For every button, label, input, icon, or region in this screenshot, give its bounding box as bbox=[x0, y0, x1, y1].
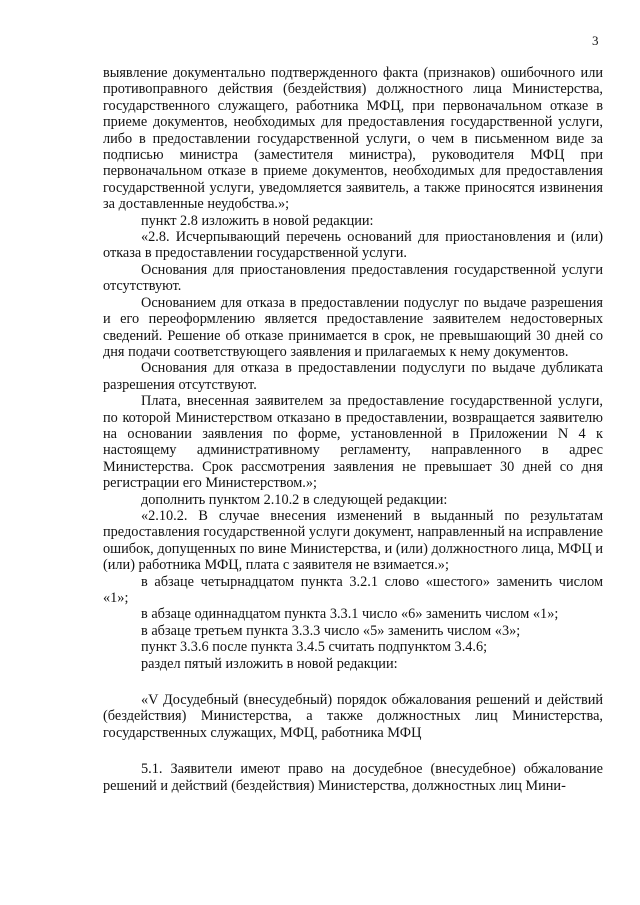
paragraph: Основания для приостановления предоставления государственной услуги отсутствуют. bbox=[103, 261, 603, 295]
document-body bbox=[103, 65, 603, 794]
paragraph: в абзаце одиннадцатом пункта 3.3.1 число «6» заменить числом «1»; bbox=[141, 606, 559, 623]
paragraph: Плата, внесенная заявителем за предоставление государственной услуги, по которой Министерством отказано в предоставлении, возвращается заявителю на основании заявления по форме, установленной в Приложении N 4 к настоящему административному регламенту, направленного в адрес Министерства. Срок рассмотрения заявления не превышает 30 дней со дня регистрации его Министерством.»; bbox=[103, 393, 603, 492]
paragraph: в абзаце четырнадцатом пункта 3.2.1 слово «шестого» заменить числом «1»; bbox=[103, 573, 603, 606]
paragraph: выявление документально подтвержденного факта (признаков) ошибочного или противоправного действия (бездействия) должностного лица Министерства, государственного служащего, работника МФЦ, при первоначальном отказе в приеме документов, необходимых для предоставления государственной услуги, либо в предоставлении государственной услуги, о чем в письменном виде за подписью министра (заместителя министра), руководителя МФЦ при первоначальном отказе в приеме документов, необходимых для предоставления государственной услуги, уведомляется заявитель, а также приносятся извинения за доставленные неудобства.»; bbox=[103, 65, 603, 213]
paragraph: Основанием для отказа в предоставлении подуслуг по выдаче разрешения и его переоформлению является предоставление заявителем недостоверных сведений. Решение об отказе принимается в срок, не превышающий 30 дней со дня подачи соответствующего заявления и прилагаемых к нему документов. bbox=[103, 294, 603, 360]
paragraph: 5.1. Заявители имеют право на досудебное (внесудебное) обжалование решений и действий (бездействия) Министерства, должностных лиц Мини- bbox=[103, 761, 603, 794]
page-number: 3 bbox=[592, 33, 599, 48]
paragraph: «2.10.2. В случае внесения изменений в выданный по результатам предоставления государственной услуги документ, направленный на исправление ошибок, допущенных по вине Министерства, и (или) должностного лица, МФЦ и (или) работника МФЦ, плата с заявителя не взимается.»; bbox=[103, 507, 603, 574]
paragraph: дополнить пунктом 2.10.2 в следующей редакции: bbox=[141, 491, 448, 508]
paragraph: пункт 2.8 изложить в новой редакции: bbox=[141, 212, 374, 229]
paragraph: «2.8. Исчерпывающий перечень оснований для приостановления и (или) отказа в предоставлении государственной услуги. bbox=[103, 229, 603, 262]
paragraph: в абзаце третьем пункта 3.3.3 число «5» заменить числом «3»; bbox=[141, 622, 521, 639]
paragraph: раздел пятый изложить в новой редакции: bbox=[141, 655, 398, 672]
paragraph: Основания для отказа в предоставлении подуслуги по выдаче дубликата разрешения отсутствуют. bbox=[103, 360, 603, 393]
section-heading: «V Досудебный (внесудебный) порядок обжалования решений и действий (бездействия) Министерства, а также должностных лиц Министерства, государственных служащих, МФЦ, работника МФЦ bbox=[103, 692, 603, 741]
paragraph: пункт 3.3.6 после пункта 3.4.5 считать подпунктом 3.4.6; bbox=[141, 639, 488, 656]
